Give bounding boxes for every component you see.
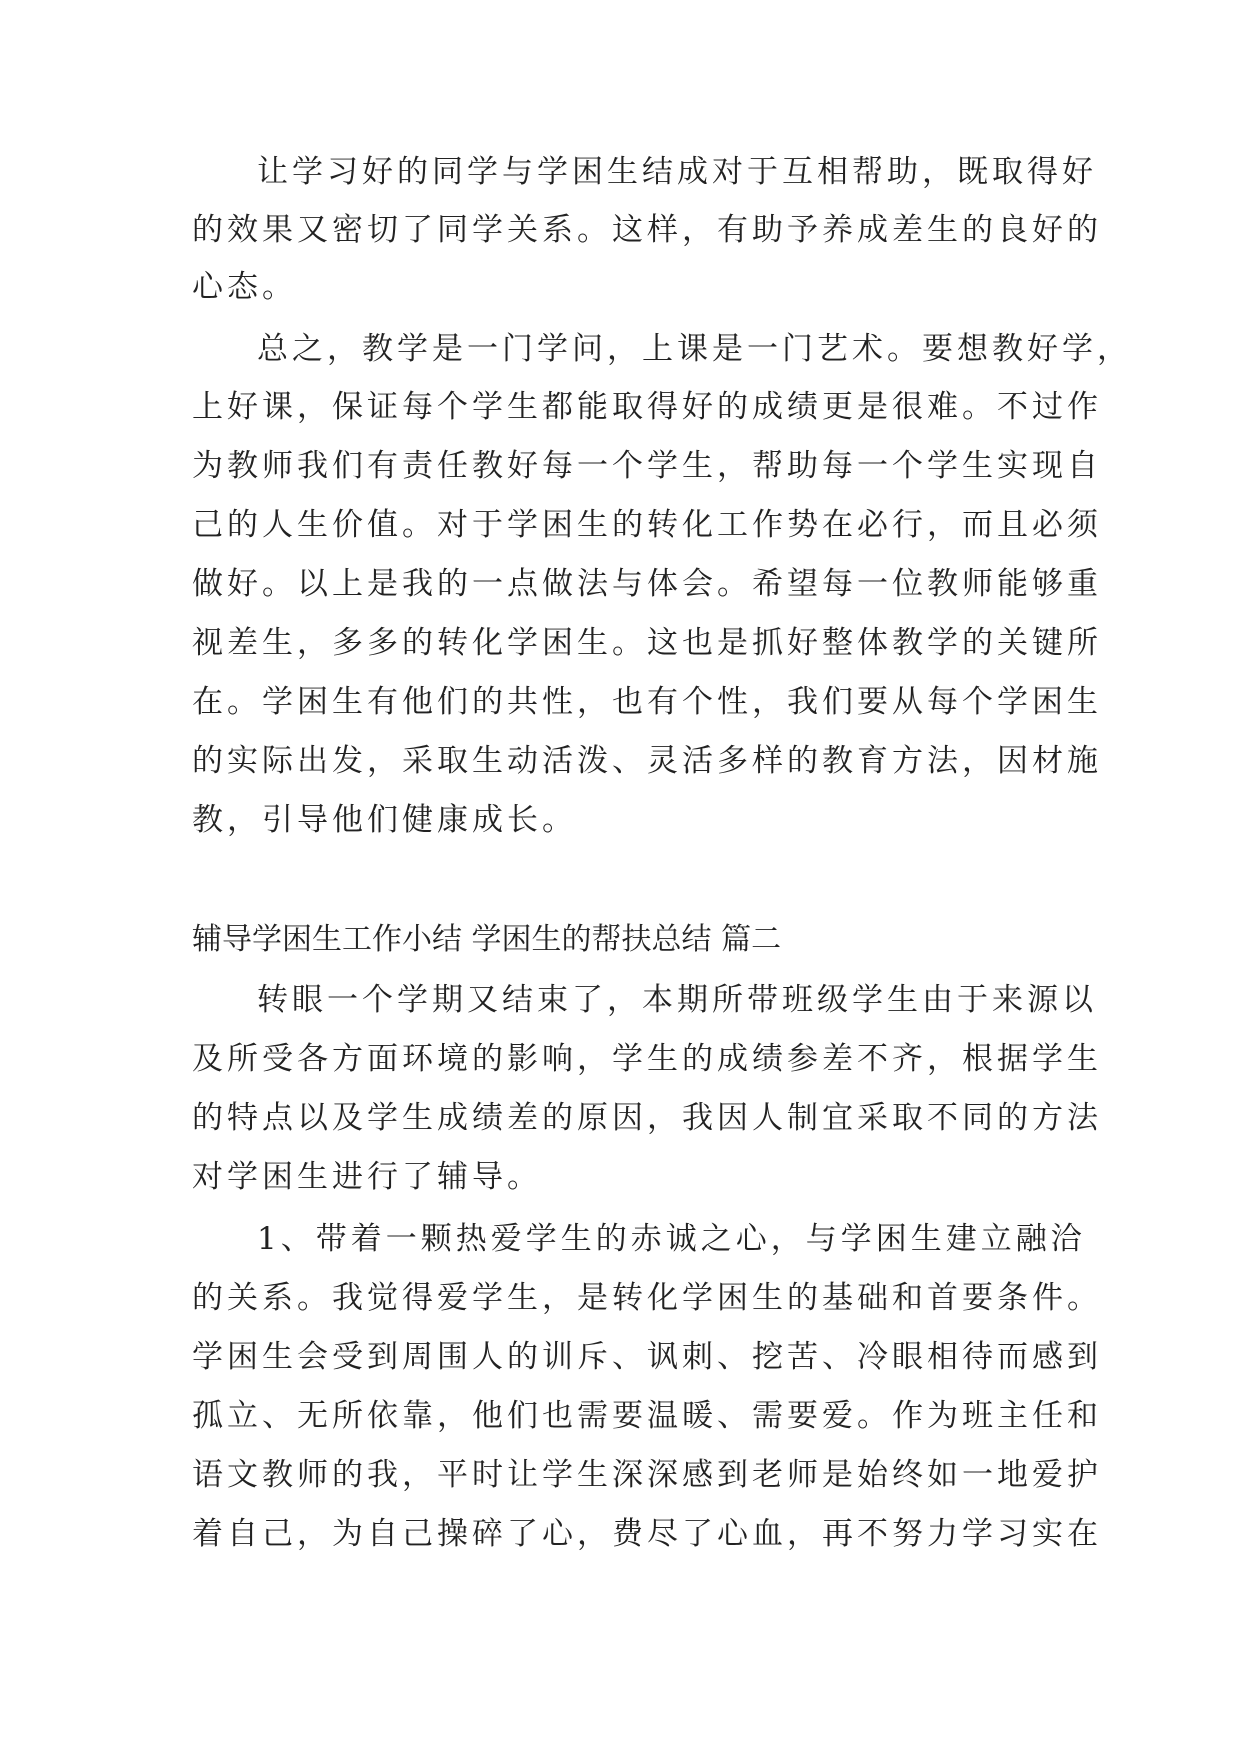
paragraph-line: 的实际出发，采取生动活泼、灵活多样的教育方法，因材施 <box>192 743 1102 779</box>
paragraph-line: 视差生，多多的转化学困生。这也是抓好整体教学的关键所 <box>192 625 1102 661</box>
section-heading: 辅导学困生工作小结 学困生的帮扶总结 篇二 <box>192 922 782 957</box>
paragraph-line: 为教师我们有责任教好每一个学生，帮助每一个学生实现自 <box>192 448 1102 484</box>
paragraph-line: 孤立、无所依靠，他们也需要温暖、需要爱。作为班主任和 <box>192 1398 1102 1434</box>
paragraph-line: 语文教师的我，平时让学生深深感到老师是始终如一地爱护 <box>192 1457 1102 1493</box>
paragraph-line: 的特点以及学生成绩差的原因，我因人制宜采取不同的方法 <box>192 1100 1102 1136</box>
paragraph-line: 的关系。我觉得爱学生，是转化学困生的基础和首要条件。 <box>192 1280 1102 1316</box>
paragraph-line: 己的人生价值。对于学困生的转化工作势在必行，而且必须 <box>192 507 1102 543</box>
paragraph-line: 上好课，保证每个学生都能取得好的成绩更是很难。不过作 <box>192 389 1102 425</box>
paragraph-line: 让学习好的同学与学困生结成对于互相帮助，既取得好 <box>257 154 1097 190</box>
paragraph-line: 心态。 <box>192 269 297 305</box>
paragraph-line: 转眼一个学期又结束了，本期所带班级学生由于来源以 <box>257 982 1097 1018</box>
paragraph-line: 总之，教学是一门学问，上课是一门艺术。要想教好学， <box>257 331 1132 367</box>
paragraph-line: 在。学困生有他们的共性，也有个性，我们要从每个学困生 <box>192 684 1102 720</box>
paragraph-line: 1、带着一颗热爱学生的赤诚之心，与学困生建立融洽 <box>257 1221 1086 1257</box>
paragraph-line: 对学困生进行了辅导。 <box>192 1159 542 1195</box>
paragraph-line: 学困生会受到周围人的训斥、讽刺、挖苦、冷眼相待而感到 <box>192 1339 1102 1375</box>
paragraph-line: 着自己，为自己操碎了心，费尽了心血，再不努力学习实在 <box>192 1516 1102 1552</box>
paragraph-line: 做好。以上是我的一点做法与体会。希望每一位教师能够重 <box>192 566 1102 602</box>
paragraph-line: 及所受各方面环境的影响，学生的成绩参差不齐，根据学生 <box>192 1041 1102 1077</box>
paragraph-line: 的效果又密切了同学关系。这样，有助予养成差生的良好的 <box>192 212 1102 248</box>
paragraph-line: 教，引导他们健康成长。 <box>192 802 577 838</box>
